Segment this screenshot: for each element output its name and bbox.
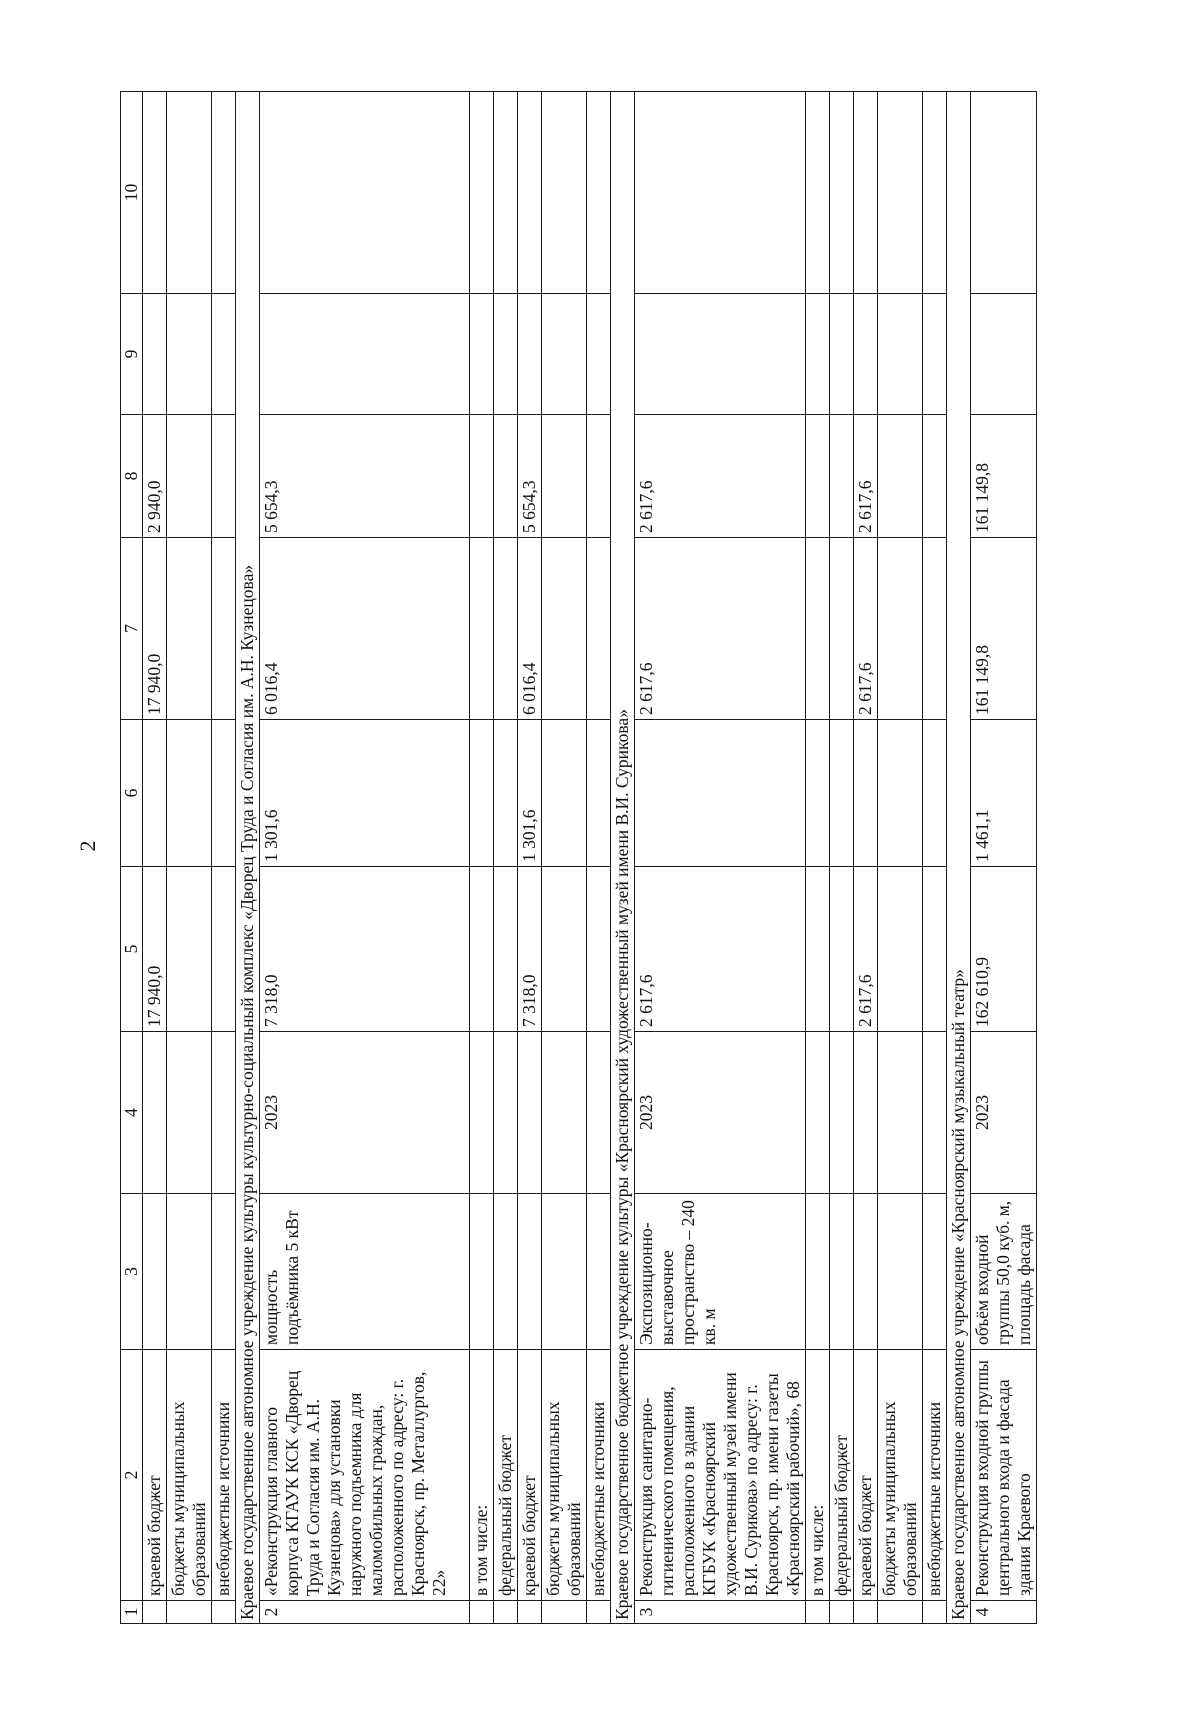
table-row [806,92,830,1624]
table-row [542,92,587,1624]
cell [143,92,167,294]
project-row [635,92,806,1624]
project-name: «Реконструкция главного корпуса КГАУК КСК «Дворец Труда и Согласия им. А.Н. Кузнецова» для установки наружного подъемника для маломобильных граждан, расположенного по адресу: г. Красноярск, пр. Металлургов, 22» [260,1350,470,1601]
cell-col7: 161 149,8 [971,538,1037,720]
cell [143,720,167,867]
table-row [167,92,212,1624]
cell-funding-source: внебюджетные источники [923,1350,947,1601]
cell-col5: 2 617,6 [635,867,806,1032]
cell-col8: 5 654,3 [518,415,542,538]
table-row [212,92,236,1624]
project-capacity: мощность подъёмника 5 кВт [260,1194,470,1350]
cell-funding-source: внебюджетные источники [212,1350,236,1601]
cell-funding-source: бюджеты муниципальных образований [542,1350,587,1601]
cell-col5: 162 610,9 [971,867,1037,1032]
cell-col8: 5 654,3 [260,415,470,538]
row-number: 2 [260,1601,470,1624]
section-header-row [947,92,971,1624]
cell-col5: 2 617,6 [854,867,878,1032]
cell-col5: 7 318,0 [518,867,542,1032]
rotated-page-content [120,92,1120,1624]
cell-col8: 2 617,6 [854,415,878,538]
cell-funding-source: бюджеты муниципальных образований [167,1350,212,1601]
table-row [587,92,611,1624]
cell-funding-source: краевой бюджет [518,1350,542,1601]
column-header: 6 [121,720,143,867]
cell-col7: 6 016,4 [260,538,470,720]
table-row [878,92,923,1624]
table-row [494,92,518,1624]
column-header: 1 [121,1601,143,1624]
column-header: 3 [121,1194,143,1350]
cell [143,1601,167,1624]
construction-funding-table [120,91,1037,1624]
column-header: 8 [121,415,143,538]
project-capacity: Экспозиционно-выставочное пространство – 240 кв. м [635,1194,806,1350]
project-year: 2023 [635,1032,806,1194]
page-number: 2 [75,840,100,852]
table-row [854,92,878,1624]
table-row [143,92,167,1624]
cell [143,294,167,415]
cell [143,1194,167,1350]
section-title: Краевое государственное бюджетное учреждение культуры «Красноярский художественный музей имени В.И. Сурикова» [611,92,635,1624]
cell-funding-source: внебюджетные источники [587,1350,611,1601]
cell-col7: 17 940,0 [143,538,167,720]
cell-col8: 161 149,8 [971,415,1037,538]
cell-col6: 1 301,6 [518,720,542,867]
cell-col6: 1 461,1 [971,720,1037,867]
section-title: Краевое государственное автономное учреждение «Красноярский музыкальный театр» [947,92,971,1624]
section-header-row [236,92,260,1624]
cell-col7: 2 617,6 [635,538,806,720]
cell-col6: 1 301,6 [260,720,470,867]
table-row [518,92,542,1624]
project-year: 2023 [260,1032,470,1194]
column-number-header-row [121,92,143,1624]
project-name: Реконструкция санитарно-гигиенического помещения, расположенного в здании КГБУК «Красноярский художественный музей имени В.И. Сурикова» по адресу: г. Красноярск, пр. имени газеты «Красноярский рабочий», 68 [635,1350,806,1601]
cell-col7: 6 016,4 [518,538,542,720]
project-row [971,92,1037,1624]
row-number: 4 [971,1601,1037,1624]
cell-funding-source: федеральный бюджет [830,1350,854,1601]
column-header: 5 [121,867,143,1032]
section-title: Краевое государственное автономное учреждение культуры культурно-социальный комплекс «Дворец Труда и Согласия им. А.Н. Кузнецова» [236,92,260,1624]
table-row [470,92,494,1624]
section-header-row [611,92,635,1624]
table-row [923,92,947,1624]
cell [143,1032,167,1194]
cell-funding-source: в том числе: [470,1350,494,1601]
column-header: 10 [121,92,143,294]
cell-funding-source: бюджеты муниципальных образований [878,1350,923,1601]
cell-col5: 7 318,0 [260,867,470,1032]
project-row [260,92,470,1624]
column-header: 4 [121,1032,143,1194]
column-header: 2 [121,1350,143,1601]
column-header: 9 [121,294,143,415]
project-capacity: объём входной группы 50,0 куб. м, площадь фасада [971,1194,1037,1350]
cell-funding-source: краевой бюджет [854,1350,878,1601]
project-name: Реконструкция входной группы центрального входа и фасада здания Краевого [971,1350,1037,1601]
cell-col5: 17 940,0 [143,867,167,1032]
project-year: 2023 [971,1032,1037,1194]
row-number: 3 [635,1601,806,1624]
cell-funding-source: федеральный бюджет [494,1350,518,1601]
cell-funding-source: краевой бюджет [143,1350,167,1601]
cell-col7: 2 617,6 [854,538,878,720]
cell-col8: 2 940,0 [143,415,167,538]
cell-col8: 2 617,6 [635,415,806,538]
cell-funding-source: в том числе: [806,1350,830,1601]
table-row [830,92,854,1624]
column-header: 7 [121,538,143,720]
